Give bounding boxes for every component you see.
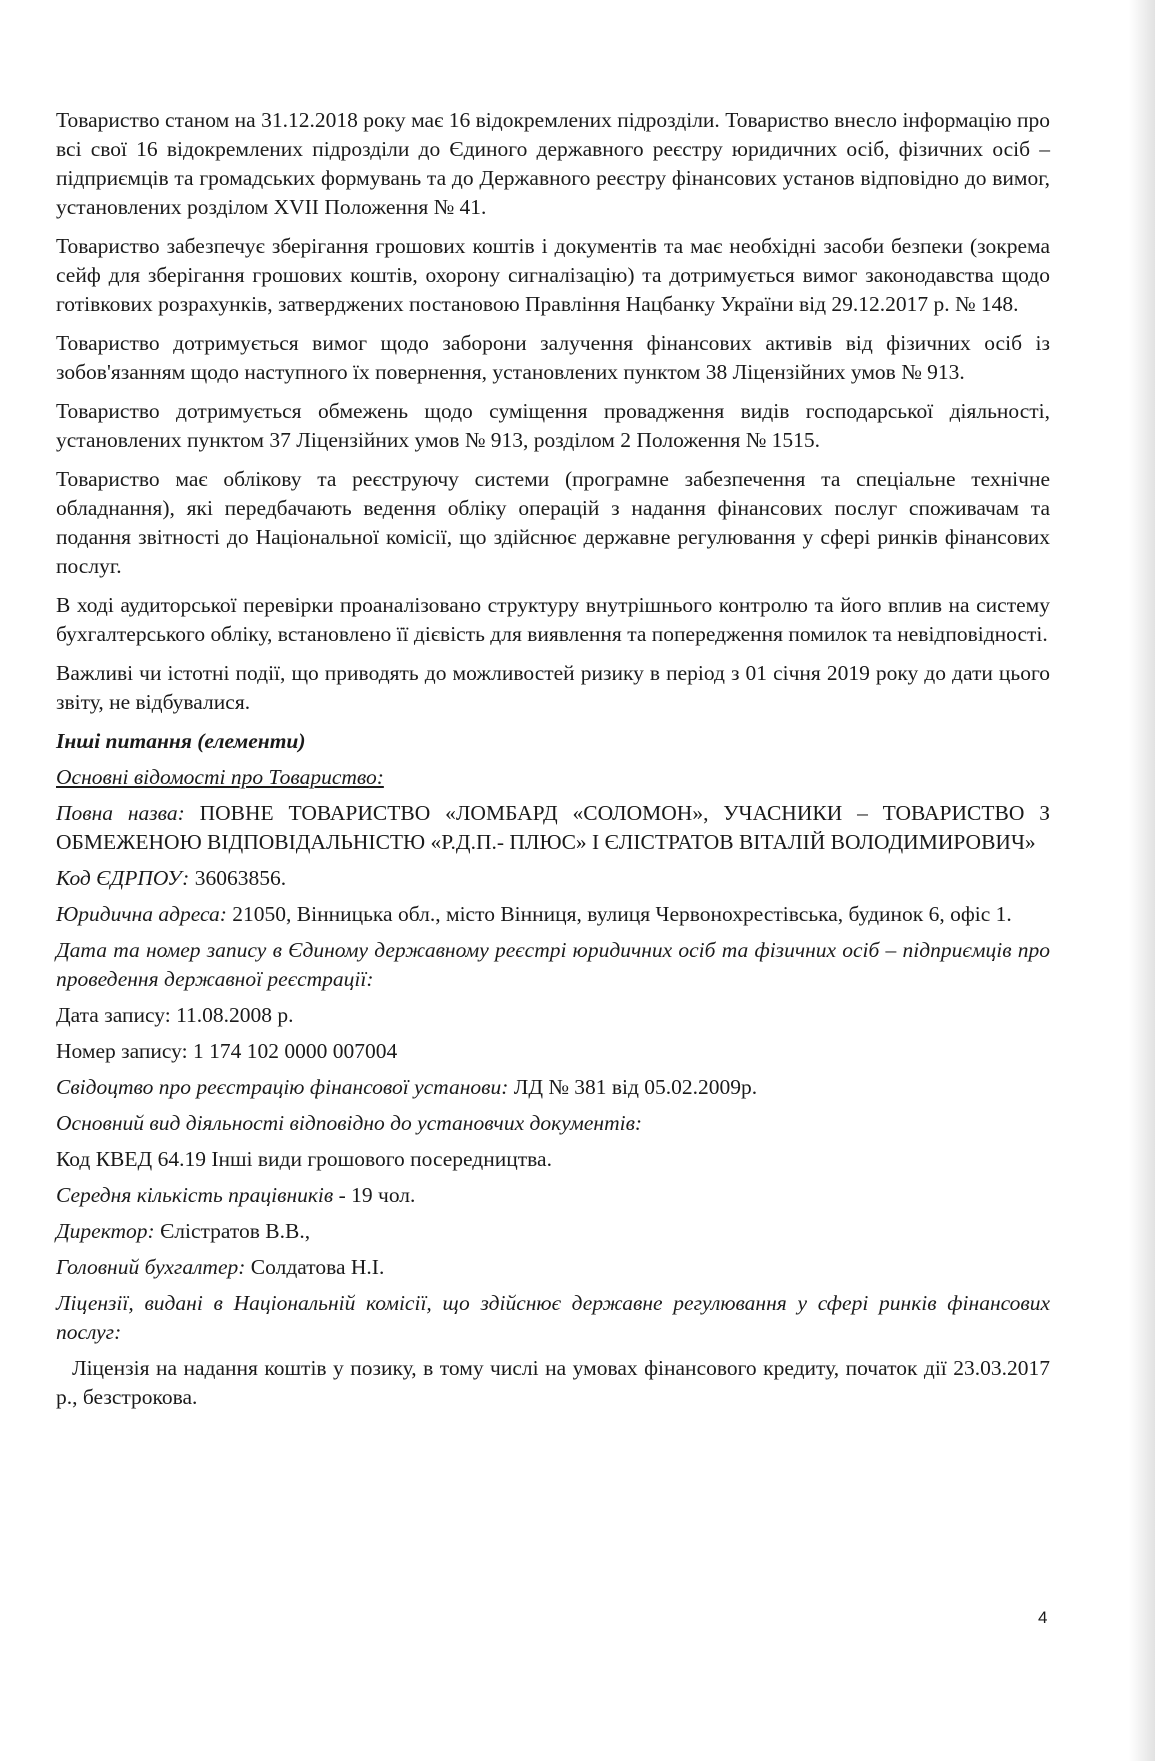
field-director [56,1217,1050,1246]
licenses-label: Ліцензії, видані в Національній комісії, що здійснює державне регулювання у сфері ринків фінансових послуг: [56,1291,1050,1344]
registry-label: Дата та номер запису в Єдиному державному реєстрі юридичних осіб та фізичних осіб – підприємців про проведення державної реєстрації: [56,938,1050,991]
address-label: Юридична адреса: [56,902,227,926]
paragraph-branches: Товариство станом на 31.12.2018 року має 16 відокремлених підрозділи. Товариство внесло інформацію про всі свої 16 відокремлених підрозділи до Єдиного державного реєстру юридичних осіб, фізичних осіб – підприємців та громадських формувань та до Державного реєстру фінансових установ відповідно до вимог, установлених розділом XVII Положення № 41. [56,108,1050,219]
director-label: Директор: [56,1219,155,1243]
certificate-value: ЛД № 381 від 05.02.2009р. [508,1075,758,1099]
section-title: Інші питання (елементи) [56,729,306,753]
field-address [56,900,1050,929]
accountant-value: Солдатова Н.І. [245,1255,385,1279]
employees-value: - 19 чол. [333,1183,416,1207]
field-certificate [56,1073,1050,1102]
field-full-name [56,799,1050,857]
edrpou-label: Код ЄДРПОУ: [56,866,190,890]
paragraph-accounting-system: Товариство має облікову та реєструючу системи (програмне забезпечення та спеціальне технічне обладнання), які передбачають ведення обліку операцій з надання фінансових послуг споживачам та подання звітності до Національної комісії, що здійснює державне регулювання у сфері ринків фінансових послуг. [56,467,1050,578]
edrpou-value: 36063856. [189,866,287,890]
scan-shadow-edge [1129,0,1155,1761]
subsection-title: Основні відомості про Товариство: [56,765,384,789]
paragraph-internal-control: В ході аудиторської перевірки проаналізовано структуру внутрішнього контролю та його вплив на систему бухгалтерського обліку, встановлено її дієвість для виявлення та попередження помилок та невідповідності. [56,593,1050,646]
accountant-label: Головний бухгалтер: [56,1255,246,1279]
full-name-value: ПОВНЕ ТОВАРИСТВО «ЛОМБАРД «СОЛОМОН», УЧАСНИКИ – ТОВАРИСТВО З ОБМЕЖЕНОЮ ВІДПОВІДАЛЬНІСТЮ «Р.Д.П.- ПЛЮС» І ЄЛІСТРАТОВ ВІТАЛІЙ ВОЛОДИМИРОВИЧ» [56,801,1050,854]
activity-value: Код КВЕД 64.19 Інші види грошового посередництва. [56,1147,552,1171]
employees-label: Середня кількість працівників [56,1183,334,1207]
field-accountant [56,1253,1050,1282]
record-date: Дата запису: 11.08.2008 р. [56,1003,294,1027]
document-body [56,106,1050,1412]
paragraph-activity-restrictions: Товариство дотримується обмежень щодо суміщення провадження видів господарської діяльності, установлених пунктом 37 Ліцензійних умов № 913, розділом 2 Положення № 1515. [56,399,1050,452]
full-name-label: Повна назва: [56,801,185,825]
activity-label: Основний вид діяльності відповідно до установчих документів: [56,1111,643,1135]
certificate-label: Свідоцтво про реєстрацію фінансової установи: [56,1075,509,1099]
record-number: Номер запису: 1 174 102 0000 007004 [56,1039,398,1063]
paragraph-risk-events: Важливі чи істотні події, що приводять до можливостей ризику в період з 01 січня 2019 року до дати цього звіту, не відбувалися. [56,661,1050,714]
paragraph-security: Товариство забезпечує зберігання грошових коштів і документів та має необхідні засоби безпеки (зокрема сейф для зберігання грошових коштів, охорону сигналізацію) та дотримується вимог законодавства щодо готівкових розрахунків, затверджених постановою Правління Нацбанку України від 29.12.2017 р. № 148. [56,234,1050,316]
director-value: Єлістратов В.В., [154,1219,311,1243]
field-edrpou [56,864,1050,893]
address-value: 21050, Вінницька обл., місто Вінниця, вулиця Червонохрестівська, будинок 6, офіс 1. [226,902,1012,926]
paragraph-asset-ban: Товариство дотримується вимог щодо заборони залучення фінансових активів від фізичних осіб із зобов'язанням щодо наступного їх повернення, установлених пунктом 38 Ліцензійних умов № 913. [56,331,1050,384]
page-number: 4 [1038,1608,1048,1627]
field-employees [56,1181,1050,1210]
license-text: Ліцензія на надання коштів у позику, в тому числі на умовах фінансового кредиту, початок дії 23.03.2017 р., безстрокова. [56,1356,1050,1409]
